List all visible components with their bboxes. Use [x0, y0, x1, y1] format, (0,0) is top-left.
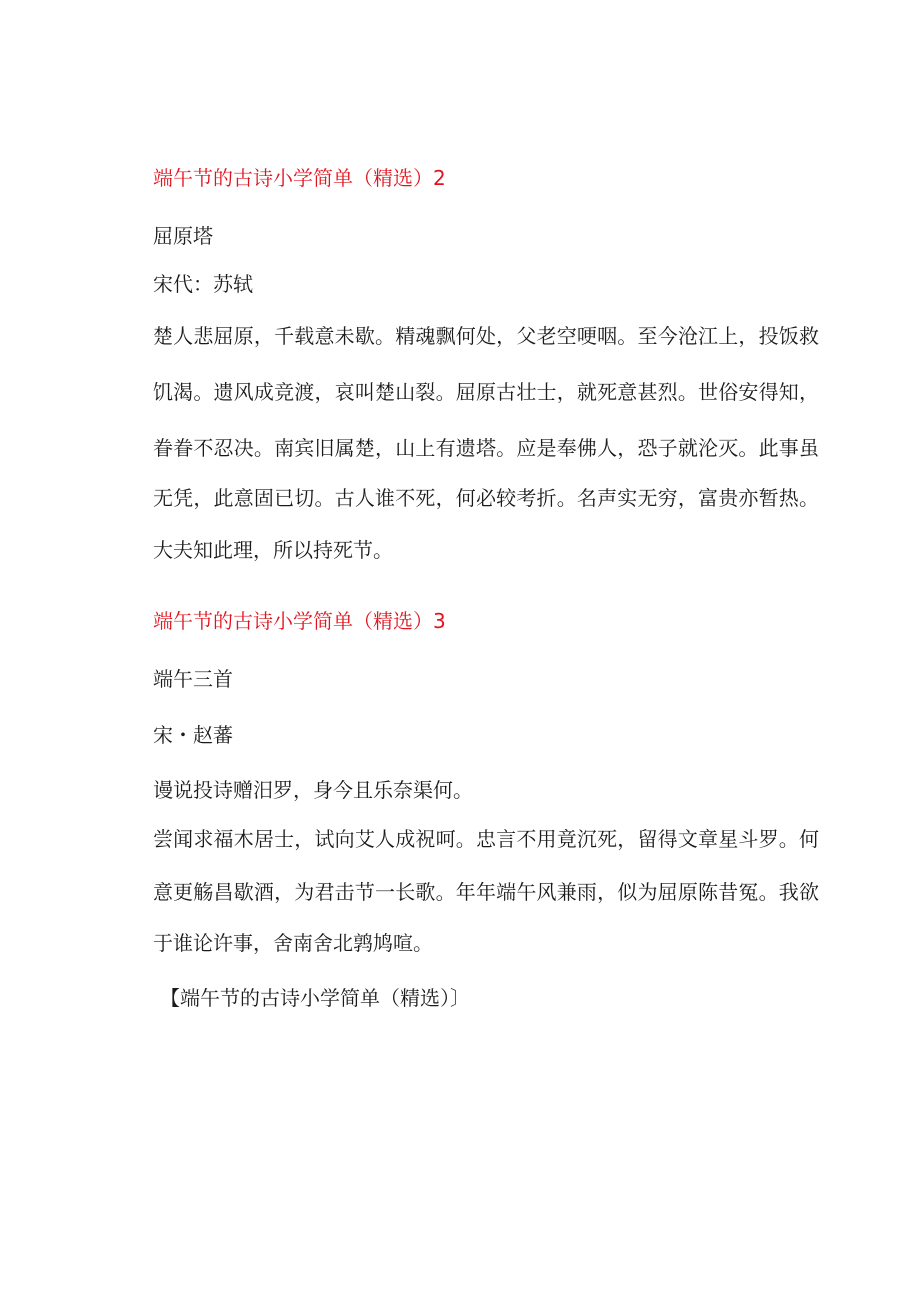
poem-line: 饥渴。遗风成竞渡，哀叫楚山裂。屈原古壮士，就死意甚烈。世俗安得知， [153, 380, 819, 404]
poem-title-duanwu-sanshou: 端午三首 [153, 667, 233, 691]
poem-line: 尝闻求福木居士，试向艾人成祝呵。忠言不用竟沉死，留得文章星斗罗。何 [153, 827, 819, 851]
poem-title-quyuanta: 屈原塔 [153, 224, 213, 248]
section-2-heading: 端午节的古诗小学简单（精选）2 [153, 166, 446, 190]
poem-author-sushi: 宋代：苏轼 [153, 272, 253, 296]
poem-first-line: 谩说投诗赠汨罗，身今且乐奈渠何。 [153, 778, 473, 802]
poem-line: 楚人悲屈原，千载意未歇。精魂飘何处，父老空哽咽。至今沧江上，投饭救 [153, 324, 819, 348]
poem-line: 意更觞昌歇酒，为君击节一长歌。年年端午风兼雨，似为屈原陈昔冤。我欲 [153, 880, 819, 904]
poem-author-zhaofan: 宋・赵蕃 [153, 723, 233, 747]
poem-line: 眷眷不忍决。南宾旧属楚，山上有遗塔。应是奉佛人，恐子就沦灭。此事虽 [153, 436, 819, 460]
section-3-heading: 端午节的古诗小学简单（精选）3 [153, 609, 446, 633]
poem-line: 无凭，此意固已切。古人谁不死，何必较考折。名声实无穷，富贵亦暂热。 [153, 486, 819, 510]
footer-tag: 【端午节的古诗小学简单（精选）〕 [160, 986, 470, 1010]
poem-line: 于谁论许事，舍南舍北鹑鸠喧。 [153, 931, 433, 955]
poem-line: 大夫知此理，所以持死节。 [153, 538, 393, 562]
